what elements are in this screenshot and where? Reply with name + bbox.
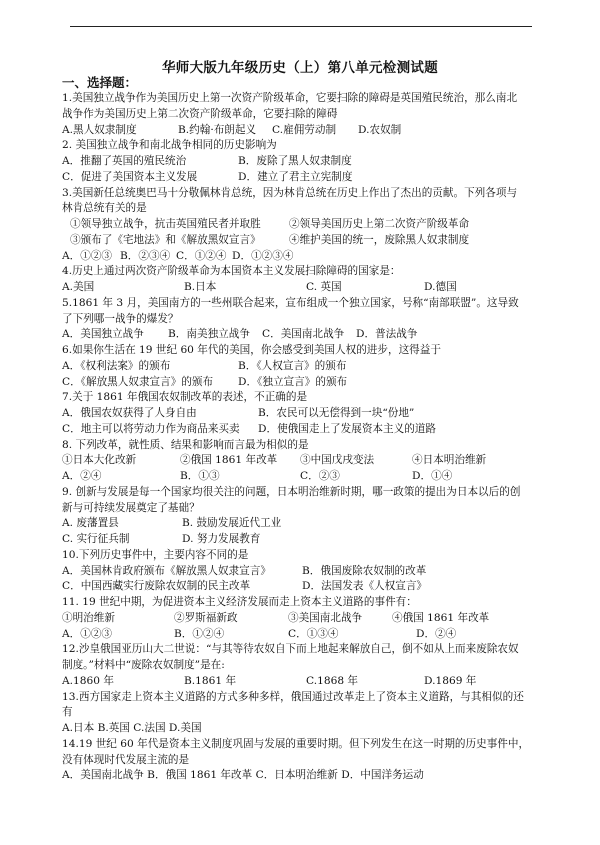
option-c: C.雇佣劳动制 xyxy=(272,123,337,136)
question-9-line-2: 新与可持续发展奠定了基础？ xyxy=(62,501,200,514)
question-1-line-1: 1.美国独立战争作为美国历史上第一次资产阶级革命，它要扫除的障碍是英国殖民统治，那么南北 xyxy=(62,92,518,104)
question-10-options-row-2 xyxy=(62,579,546,595)
statement-4: ④维护美国的统一，废除黑人奴隶制度 xyxy=(289,233,470,246)
option-c: C．地主可以将劳动力作为商品来买卖 xyxy=(62,422,240,435)
option-a: A.美国 xyxy=(62,281,95,293)
option-a: A．美国独立战争 xyxy=(62,328,144,341)
question-7-options-row-2 xyxy=(62,422,546,438)
option-a: A.黑人奴隶制度 xyxy=(62,123,137,136)
statement-3: ③颁布了《宅地法》和《解放黑奴宣言》 xyxy=(70,233,261,246)
option-d: D．《独立宣言》的颁布 xyxy=(238,375,348,388)
question-7-options-row-1 xyxy=(62,406,546,422)
question-13-line-2: 有 xyxy=(62,706,73,719)
option-d: D．法国发表《人权宣言》 xyxy=(302,580,428,593)
option-a: A．俄国农奴获得了人身自由 xyxy=(62,407,197,419)
option-c: C．①③④ xyxy=(288,627,339,640)
option-a: A. 废藩置县 xyxy=(62,517,119,530)
option-b: B．废除了黑人奴隶制度 xyxy=(238,155,352,167)
question-6-options-row-2 xyxy=(62,375,546,391)
option-c: C. 英国 xyxy=(306,281,342,293)
option-b: B．农民可以无偿得到一块“份地” xyxy=(258,407,415,419)
option-b: B．②③④ xyxy=(120,249,171,262)
question-11-line-1: 11. 19 世纪中期，为促进资本主义经济发展而走上资本主义道路的事件有： xyxy=(62,596,417,608)
question-3-line-2: 林肯总统有关的是 xyxy=(62,202,147,215)
section-heading: 一、选择题： xyxy=(62,75,138,90)
question-10-line-1: 10.下列历史事件中，主要内容不同的是 xyxy=(62,548,249,561)
option-d: D.1869 年 xyxy=(424,674,477,687)
question-8-statements xyxy=(62,453,546,469)
option-b: B．俄国废除农奴制的改革 xyxy=(302,564,427,577)
option-b: B. 鼓励发展近代工业 xyxy=(182,517,282,530)
option-d: D．①④ xyxy=(412,470,453,482)
question-2-options-row-2 xyxy=(62,170,546,186)
question-8-options xyxy=(62,469,546,485)
option-d: D.德国 xyxy=(424,281,457,293)
question-2-options-row-1 xyxy=(62,154,546,170)
option-b: B．《人权宣言》的颁布 xyxy=(238,359,347,372)
option-b: B．①③ xyxy=(180,470,220,482)
question-6-options-row-1 xyxy=(62,359,546,375)
page-title: 华师大版九年级历史（上）第八单元检测试题 xyxy=(162,60,438,76)
question-10-options-row-1 xyxy=(62,564,546,580)
question-13-line-1: 13.西方国家走上资本主义道路的方式多种多样，俄国通过改革走上了资本主义道路，与其相似的还 xyxy=(62,690,524,703)
statement-1: ①领导独立战争，抗击英国殖民者并取胜 xyxy=(70,218,261,230)
option-b: B．南美独立战争 xyxy=(168,328,250,341)
option-c: C．促进了美国资本主义发展 xyxy=(62,170,198,183)
question-3-statements-row-1 xyxy=(62,217,546,233)
option-a: A．①②③ xyxy=(62,627,113,640)
question-12-line-2: 制度。”材料中“废除农奴制度”是在: xyxy=(62,659,225,671)
question-3-options xyxy=(62,249,546,265)
question-14-line-1: 14.19 世纪 60 年代是资本主义制度巩固与发展的重要时期。但下列发生在这一时期的历史事件中， xyxy=(62,737,530,750)
option-c: C．①②④ xyxy=(176,249,227,262)
statement-2: ②罗斯福新政 xyxy=(174,611,238,624)
option-c: C．美国南北战争 xyxy=(262,328,345,341)
question-4-options xyxy=(62,280,546,296)
question-5-line-1: 5.1861 年 3 月，美国南方的一些州联合起来，宣布组成一个独立国家，号称“南部联盟”。这导致 xyxy=(62,296,519,309)
question-3-line-1: 3.美国新任总统奥巴马十分敬佩林肯总统，因为林肯总统在历史上作出了杰出的贡献。下列各项与 xyxy=(62,186,518,199)
statement-2: ②领导美国历史上第二次资产阶级革命 xyxy=(289,218,470,230)
question-2-line-1: 2. 美国独立战争和南北战争相同的历史影响为 xyxy=(62,139,277,152)
question-4-line-1: 4.历史上通过两次资产阶级革命为本国资本主义发展扫除障碍的国家是： xyxy=(62,265,401,278)
question-5-options xyxy=(62,327,546,343)
question-7-line-1: 7.关于 1861 年俄国农奴制改革的表述，不正确的是 xyxy=(62,391,308,404)
option-c: C．中国西藏实行废除农奴制的民主改革 xyxy=(62,580,251,593)
option-b: B.1861 年 xyxy=(184,674,237,687)
question-1-options xyxy=(62,123,546,139)
option-d: D．建立了君主立宪制度 xyxy=(238,170,353,183)
statement-3: ③中国戊戌变法 xyxy=(300,454,375,467)
option-d: D．①②③④ xyxy=(232,249,294,262)
header-rule xyxy=(70,26,532,27)
option-c: C.1868 年 xyxy=(306,674,359,687)
option-c: C．《解放黑人奴隶宣言》的颁布 xyxy=(62,375,214,388)
statement-2: ②俄国 1861 年改革 xyxy=(180,454,278,467)
option-b: B.约翰·布朗起义 xyxy=(178,123,257,136)
statement-1: ①日本大化改新 xyxy=(62,454,137,467)
option-c: C．②③ xyxy=(300,470,340,482)
option-c: C. 实行征兵制 xyxy=(62,533,130,545)
question-5-line-2: 了下列哪一战争的爆发？ xyxy=(62,312,179,325)
option-d: D.农奴制 xyxy=(358,123,402,136)
question-14-options: A．美国南北战争 B．俄国 1861 年改革 C．日本明治维新 D．中国洋务运动 xyxy=(62,769,424,782)
option-a: A．推翻了英国的殖民统治 xyxy=(62,155,187,167)
question-8-line-1: 8. 下列改革，就性质、结果和影响而言最为相似的是 xyxy=(62,438,309,451)
option-d: D. 努力发展教育 xyxy=(182,533,261,545)
question-13-options: A.日本 B.英国 C.法国 D.美国 xyxy=(62,722,202,734)
question-9-line-1: 9. 创新与发展是每一个国家均很关注的问题，日本明治维新时期，哪一政策的提出为日本以后的创 xyxy=(62,485,521,498)
option-a: A．①②③ xyxy=(62,249,113,262)
option-a: A.1860 年 xyxy=(62,674,114,687)
statement-4: ④俄国 1861 年改革 xyxy=(392,611,490,624)
option-d: D．普法战争 xyxy=(356,328,418,341)
question-11-statements xyxy=(62,611,546,627)
question-6-line-1: 6.如果你生活在 19 世纪 60 年代的美国，你会感受到美国人权的进步，这得益于 xyxy=(62,344,441,356)
statement-1: ①明治维新 xyxy=(62,611,115,624)
question-9-options-row-1 xyxy=(62,516,546,532)
question-12-options xyxy=(62,674,546,690)
option-d: D．使俄国走上了发展资本主义的道路 xyxy=(258,422,436,435)
question-14-line-2: 没有体现时代发展主流的是 xyxy=(62,753,190,766)
option-d: D．②④ xyxy=(416,627,457,640)
option-b: B.日本 xyxy=(184,281,217,293)
question-11-options xyxy=(62,627,546,643)
question-3-statements-row-2 xyxy=(62,233,546,249)
option-a: A．《权利法案》的颁布 xyxy=(62,359,171,372)
question-list xyxy=(62,91,546,784)
statement-4: ④日本明治维新 xyxy=(412,454,487,467)
option-a: A．②④ xyxy=(62,470,102,482)
option-a: A．美国林肯政府颁布《解放黑人奴隶宣言》 xyxy=(62,564,271,577)
question-9-options-row-2 xyxy=(62,532,546,548)
question-12-line-1: 12.沙皇俄国亚历山大二世说：“与其等待农奴自下而上地起来解放自己，倒不如从上而来废除农奴 xyxy=(62,643,519,656)
statement-3: ③美国南北战争 xyxy=(288,611,363,624)
question-1-line-2: 战争作为美国历史上第二次资产阶级革命，它要扫除的障碍 xyxy=(62,107,338,120)
option-b: B．①②④ xyxy=(174,627,225,640)
